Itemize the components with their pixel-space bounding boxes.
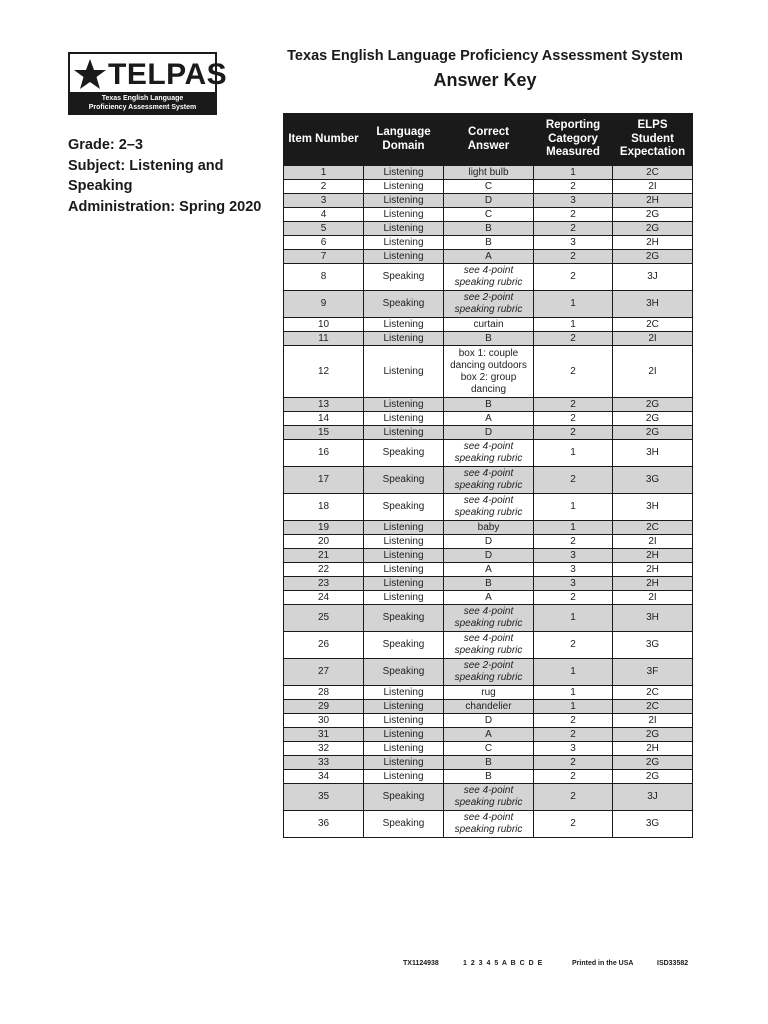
cell-correct-answer: B — [444, 770, 534, 784]
cell-language-domain: Listening — [364, 549, 444, 563]
cell-language-domain: Listening — [364, 194, 444, 208]
cell-item-number: 32 — [284, 742, 364, 756]
cell-item-number: 12 — [284, 346, 364, 398]
cell-language-domain: Speaking — [364, 784, 444, 811]
cell-elps-expectation: 2C — [613, 166, 693, 180]
cell-reporting-category: 2 — [534, 222, 613, 236]
cell-correct-answer — [444, 291, 534, 318]
table-row — [284, 756, 693, 770]
cell-language-domain: Listening — [364, 250, 444, 264]
table-row — [284, 166, 693, 180]
cell-elps-expectation: 2H — [613, 549, 693, 563]
footer-doc-code: TX1124938 — [403, 960, 439, 967]
cell-elps-expectation: 2G — [613, 250, 693, 264]
cell-elps-expectation: 2H — [613, 742, 693, 756]
cell-elps-expectation: 2I — [613, 180, 693, 194]
cell-language-domain: Listening — [364, 728, 444, 742]
cell-reporting-category: 2 — [534, 784, 613, 811]
cell-correct-answer — [444, 784, 534, 811]
administration-label: Administration: Spring 2020 — [68, 198, 262, 215]
table-row — [284, 811, 693, 838]
cell-correct-answer: B — [444, 398, 534, 412]
cell-item-number: 8 — [284, 264, 364, 291]
cell-elps-expectation: 2G — [613, 412, 693, 426]
cell-correct-answer: light bulb — [444, 166, 534, 180]
col-header-reporting-category: Reporting Category Measured — [534, 114, 613, 166]
cell-reporting-category: 1 — [534, 494, 613, 521]
cell-reporting-category: 2 — [534, 264, 613, 291]
rubric-reference: see 2-point speaking rubric — [454, 292, 523, 315]
table-row — [284, 591, 693, 605]
cell-language-domain: Listening — [364, 577, 444, 591]
cell-elps-expectation: 2I — [613, 714, 693, 728]
cell-reporting-category: 2 — [534, 714, 613, 728]
cell-reporting-category: 2 — [534, 756, 613, 770]
col-header-language-domain: Language Domain — [364, 114, 444, 166]
cell-item-number: 21 — [284, 549, 364, 563]
answer-key-table — [283, 113, 693, 838]
cell-correct-answer — [444, 494, 534, 521]
cell-language-domain: Listening — [364, 222, 444, 236]
rubric-reference: see 4-point speaking rubric — [454, 468, 523, 491]
document-subtitle: Answer Key — [433, 70, 537, 90]
cell-elps-expectation: 3J — [613, 264, 693, 291]
table-row — [284, 714, 693, 728]
cell-elps-expectation: 2C — [613, 318, 693, 332]
cell-item-number: 3 — [284, 194, 364, 208]
cell-correct-answer — [444, 467, 534, 494]
logo-band-line-2: Proficiency Assessment System — [88, 104, 197, 111]
table-row — [284, 728, 693, 742]
cell-language-domain: Listening — [364, 346, 444, 398]
col-header-correct-answer: Correct Answer — [444, 114, 534, 166]
cell-language-domain: Listening — [364, 318, 444, 332]
cell-language-domain: Listening — [364, 166, 444, 180]
cell-language-domain: Listening — [364, 756, 444, 770]
rubric-reference: see 4-point speaking rubric — [454, 812, 523, 835]
table-row — [284, 346, 693, 398]
subject-label: Subject: Listening and Speaking — [68, 157, 224, 194]
col-header-elps-expectation: ELPS Student Expectation — [613, 114, 693, 166]
cell-elps-expectation: 3J — [613, 784, 693, 811]
table-row — [284, 563, 693, 577]
cell-reporting-category: 3 — [534, 742, 613, 756]
cell-correct-answer: B — [444, 236, 534, 250]
table-row — [284, 632, 693, 659]
cell-reporting-category: 2 — [534, 346, 613, 398]
table-row — [284, 521, 693, 535]
cell-reporting-category: 2 — [534, 467, 613, 494]
table-row — [284, 412, 693, 426]
rubric-reference: see 4-point speaking rubric — [454, 495, 523, 518]
cell-elps-expectation: 3H — [613, 605, 693, 632]
table-row — [284, 494, 693, 521]
cell-language-domain: Listening — [364, 742, 444, 756]
cell-item-number: 13 — [284, 398, 364, 412]
cell-correct-answer: rug — [444, 686, 534, 700]
cell-elps-expectation: 2I — [613, 346, 693, 398]
cell-elps-expectation: 3G — [613, 632, 693, 659]
table-row — [284, 467, 693, 494]
table-row — [284, 318, 693, 332]
cell-reporting-category: 2 — [534, 332, 613, 346]
cell-item-number: 33 — [284, 756, 364, 770]
cell-reporting-category: 1 — [534, 291, 613, 318]
table-row — [284, 236, 693, 250]
cell-reporting-category: 1 — [534, 440, 613, 467]
cell-elps-expectation: 2C — [613, 521, 693, 535]
cell-elps-expectation: 3G — [613, 467, 693, 494]
cell-elps-expectation: 3H — [613, 494, 693, 521]
footer-isd: ISD33582 — [657, 960, 689, 967]
cell-correct-answer: B — [444, 222, 534, 236]
table-header-row — [284, 114, 693, 166]
cell-language-domain: Speaking — [364, 291, 444, 318]
rubric-reference: see 2-point speaking rubric — [454, 660, 523, 683]
cell-elps-expectation: 2I — [613, 591, 693, 605]
cell-item-number: 26 — [284, 632, 364, 659]
document-title: Texas English Language Proficiency Assessment System — [287, 48, 683, 64]
table-row — [284, 332, 693, 346]
cell-language-domain: Speaking — [364, 632, 444, 659]
footer-sequence: 1 2 3 4 5 A B C D E — [463, 960, 544, 967]
cell-elps-expectation: 2G — [613, 208, 693, 222]
cell-item-number: 24 — [284, 591, 364, 605]
cell-correct-answer: D — [444, 194, 534, 208]
cell-correct-answer — [444, 440, 534, 467]
cell-item-number: 28 — [284, 686, 364, 700]
cell-item-number: 29 — [284, 700, 364, 714]
cell-item-number: 6 — [284, 236, 364, 250]
cell-item-number: 5 — [284, 222, 364, 236]
cell-elps-expectation: 2H — [613, 563, 693, 577]
cell-reporting-category: 2 — [534, 426, 613, 440]
cell-item-number: 19 — [284, 521, 364, 535]
cell-elps-expectation: 2C — [613, 686, 693, 700]
cell-correct-answer: D — [444, 426, 534, 440]
cell-elps-expectation: 2G — [613, 222, 693, 236]
cell-item-number: 23 — [284, 577, 364, 591]
cell-reporting-category: 2 — [534, 398, 613, 412]
table-row — [284, 426, 693, 440]
table-row — [284, 535, 693, 549]
cell-elps-expectation: 2G — [613, 756, 693, 770]
cell-item-number: 30 — [284, 714, 364, 728]
cell-reporting-category: 3 — [534, 563, 613, 577]
logo-band-line-1: Texas English Language — [101, 95, 184, 102]
cell-language-domain: Listening — [364, 686, 444, 700]
cell-elps-expectation: 3F — [613, 659, 693, 686]
rubric-reference: see 4-point speaking rubric — [454, 441, 523, 464]
cell-correct-answer: box 1: couple dancing outdoors box 2: group dancing — [444, 346, 534, 398]
cell-reporting-category: 3 — [534, 577, 613, 591]
cell-correct-answer: B — [444, 332, 534, 346]
cell-language-domain: Speaking — [364, 467, 444, 494]
table-row — [284, 549, 693, 563]
cell-reporting-category: 1 — [534, 686, 613, 700]
cell-reporting-category: 1 — [534, 700, 613, 714]
table-row — [284, 770, 693, 784]
table-row — [284, 208, 693, 222]
table-row — [284, 700, 693, 714]
cell-language-domain: Listening — [364, 700, 444, 714]
col-header-item-number: Item Number — [284, 114, 364, 166]
table-row — [284, 686, 693, 700]
logo-band — [70, 92, 215, 113]
table-row — [284, 180, 693, 194]
cell-elps-expectation: 2G — [613, 728, 693, 742]
cell-item-number: 4 — [284, 208, 364, 222]
cell-correct-answer — [444, 659, 534, 686]
cell-reporting-category: 2 — [534, 811, 613, 838]
cell-correct-answer: C — [444, 208, 534, 222]
table-row — [284, 605, 693, 632]
cell-elps-expectation: 3H — [613, 291, 693, 318]
cell-correct-answer: curtain — [444, 318, 534, 332]
cell-language-domain: Speaking — [364, 440, 444, 467]
cell-language-domain: Listening — [364, 521, 444, 535]
grade-label: Grade: 2–3 — [68, 137, 143, 153]
table-row — [284, 250, 693, 264]
cell-item-number: 22 — [284, 563, 364, 577]
cell-language-domain: Speaking — [364, 659, 444, 686]
cell-correct-answer: C — [444, 742, 534, 756]
cell-correct-answer: A — [444, 250, 534, 264]
cell-item-number: 25 — [284, 605, 364, 632]
cell-item-number: 35 — [284, 784, 364, 811]
cell-language-domain: Listening — [364, 591, 444, 605]
cell-correct-answer: D — [444, 549, 534, 563]
cell-language-domain: Listening — [364, 563, 444, 577]
footer-printed: Printed in the USA — [572, 960, 634, 967]
table-row — [284, 194, 693, 208]
cell-elps-expectation: 3H — [613, 440, 693, 467]
cell-item-number: 17 — [284, 467, 364, 494]
test-metadata — [68, 135, 278, 217]
cell-item-number: 14 — [284, 412, 364, 426]
cell-reporting-category: 1 — [534, 659, 613, 686]
cell-item-number: 34 — [284, 770, 364, 784]
cell-reporting-category: 1 — [534, 605, 613, 632]
cell-language-domain: Speaking — [364, 605, 444, 632]
cell-item-number: 16 — [284, 440, 364, 467]
cell-item-number: 9 — [284, 291, 364, 318]
cell-elps-expectation: 2I — [613, 535, 693, 549]
cell-reporting-category: 3 — [534, 236, 613, 250]
cell-elps-expectation: 2H — [613, 236, 693, 250]
table-row — [284, 264, 693, 291]
cell-reporting-category: 2 — [534, 412, 613, 426]
cell-language-domain: Listening — [364, 770, 444, 784]
cell-language-domain: Listening — [364, 180, 444, 194]
cell-elps-expectation: 2H — [613, 577, 693, 591]
cell-item-number: 31 — [284, 728, 364, 742]
cell-item-number: 18 — [284, 494, 364, 521]
cell-reporting-category: 3 — [534, 194, 613, 208]
cell-correct-answer: chandelier — [444, 700, 534, 714]
cell-correct-answer: A — [444, 591, 534, 605]
cell-correct-answer: A — [444, 728, 534, 742]
cell-reporting-category: 2 — [534, 250, 613, 264]
cell-elps-expectation: 2I — [613, 332, 693, 346]
rubric-reference: see 4-point speaking rubric — [454, 785, 523, 808]
cell-correct-answer: D — [444, 714, 534, 728]
cell-elps-expectation: 2G — [613, 426, 693, 440]
cell-reporting-category: 2 — [534, 770, 613, 784]
cell-correct-answer — [444, 811, 534, 838]
cell-item-number: 11 — [284, 332, 364, 346]
cell-reporting-category: 2 — [534, 591, 613, 605]
cell-correct-answer — [444, 632, 534, 659]
cell-item-number: 27 — [284, 659, 364, 686]
cell-item-number: 1 — [284, 166, 364, 180]
texas-star-icon — [72, 56, 108, 94]
table-row — [284, 659, 693, 686]
table-row — [284, 398, 693, 412]
logo-wordmark: TELPAS — [108, 58, 228, 91]
cell-correct-answer: baby — [444, 521, 534, 535]
table-row — [284, 291, 693, 318]
rubric-reference: see 4-point speaking rubric — [454, 265, 523, 288]
cell-reporting-category: 2 — [534, 535, 613, 549]
cell-elps-expectation: 2G — [613, 398, 693, 412]
cell-correct-answer — [444, 605, 534, 632]
cell-language-domain: Listening — [364, 426, 444, 440]
cell-reporting-category: 2 — [534, 632, 613, 659]
cell-correct-answer — [444, 264, 534, 291]
cell-elps-expectation: 3G — [613, 811, 693, 838]
cell-language-domain: Listening — [364, 412, 444, 426]
cell-reporting-category: 1 — [534, 166, 613, 180]
cell-language-domain: Listening — [364, 332, 444, 346]
cell-reporting-category: 1 — [534, 318, 613, 332]
cell-correct-answer: A — [444, 563, 534, 577]
cell-reporting-category: 2 — [534, 728, 613, 742]
table-row — [284, 742, 693, 756]
cell-language-domain: Listening — [364, 535, 444, 549]
cell-item-number: 2 — [284, 180, 364, 194]
cell-language-domain: Listening — [364, 208, 444, 222]
cell-reporting-category: 1 — [534, 521, 613, 535]
cell-item-number: 20 — [284, 535, 364, 549]
cell-correct-answer: D — [444, 535, 534, 549]
table-row — [284, 784, 693, 811]
cell-language-domain: Listening — [364, 398, 444, 412]
cell-reporting-category: 3 — [534, 549, 613, 563]
cell-correct-answer: A — [444, 412, 534, 426]
cell-language-domain: Listening — [364, 714, 444, 728]
cell-elps-expectation: 2G — [613, 770, 693, 784]
cell-item-number: 10 — [284, 318, 364, 332]
cell-language-domain: Speaking — [364, 264, 444, 291]
cell-elps-expectation: 2H — [613, 194, 693, 208]
cell-item-number: 7 — [284, 250, 364, 264]
table-row — [284, 577, 693, 591]
cell-correct-answer: B — [444, 577, 534, 591]
cell-item-number: 15 — [284, 426, 364, 440]
cell-correct-answer: C — [444, 180, 534, 194]
cell-language-domain: Listening — [364, 236, 444, 250]
cell-reporting-category: 2 — [534, 180, 613, 194]
cell-item-number: 36 — [284, 811, 364, 838]
telpas-logo — [68, 52, 228, 115]
table-row — [284, 440, 693, 467]
cell-language-domain: Speaking — [364, 811, 444, 838]
rubric-reference: see 4-point speaking rubric — [454, 633, 523, 656]
cell-elps-expectation: 2C — [613, 700, 693, 714]
cell-reporting-category: 2 — [534, 208, 613, 222]
cell-language-domain: Speaking — [364, 494, 444, 521]
rubric-reference: see 4-point speaking rubric — [454, 606, 523, 629]
table-row — [284, 222, 693, 236]
cell-correct-answer: B — [444, 756, 534, 770]
